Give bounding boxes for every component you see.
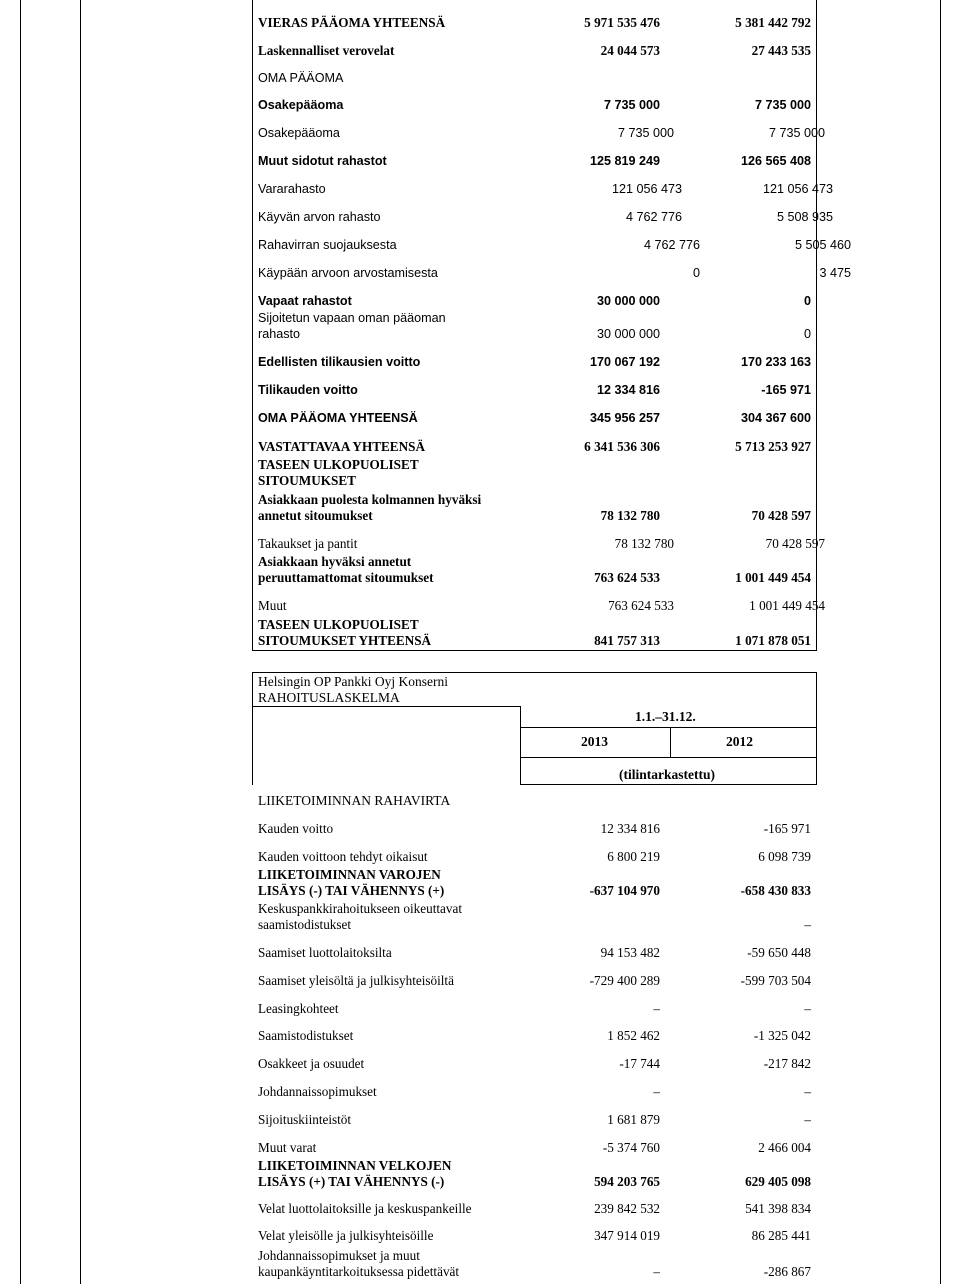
value-2013: 30 000 000 bbox=[596, 293, 660, 308]
row-label bbox=[258, 1228, 558, 1244]
value-2013: 170 067 192 bbox=[589, 354, 660, 369]
value-2012: -165 971 bbox=[761, 382, 811, 397]
value-2012: 1 071 878 051 bbox=[735, 632, 811, 648]
value-2013: 4 762 776 bbox=[643, 237, 700, 252]
value-2012: 0 bbox=[803, 326, 811, 341]
row-label-line: Edellisten tilikausien voitto bbox=[258, 354, 421, 369]
value-2012: 1 001 449 454 bbox=[749, 597, 825, 613]
balance-row bbox=[258, 275, 814, 309]
row-label-line: SITOUMUKSET bbox=[258, 472, 356, 488]
row-label-line: OMA PÄÄOMA bbox=[258, 70, 344, 85]
value-2013: 841 757 313 bbox=[594, 632, 660, 648]
row-label bbox=[258, 849, 558, 865]
value-2013: 24 044 573 bbox=[600, 42, 660, 58]
balance-table-bottom bbox=[252, 650, 817, 651]
value-2012: -1 325 042 bbox=[753, 1027, 811, 1043]
row-label-line: TASEEN ULKOPUOLISET bbox=[258, 457, 419, 472]
row-label bbox=[258, 867, 558, 898]
value-2012: 5 508 935 bbox=[776, 209, 833, 224]
value-2012: -165 971 bbox=[763, 820, 811, 836]
cashflow-row bbox=[258, 1209, 814, 1243]
row-label-line: Leasingkohteet bbox=[258, 1000, 339, 1016]
value-2012: 3 475 bbox=[819, 265, 851, 280]
value-2012: 6 098 739 bbox=[758, 848, 811, 864]
value-2013: 345 956 257 bbox=[589, 410, 660, 425]
row-label-line: Asiakkaan puolesta kolmannen hyväksi bbox=[258, 492, 482, 507]
value-2012: -599 703 504 bbox=[740, 972, 811, 988]
row-label-line: Osakepääoma bbox=[258, 125, 340, 140]
value-2012: 5 505 460 bbox=[794, 237, 851, 252]
row-label-line: annetut sitoumukset bbox=[258, 507, 373, 523]
value-2013: 5 971 535 476 bbox=[584, 14, 660, 30]
value-2012: 2 466 004 bbox=[758, 1139, 811, 1155]
value-2012: -59 650 448 bbox=[747, 944, 811, 960]
row-label-line: Laskennalliset verovelat bbox=[258, 42, 395, 58]
row-label-line: Velat luottolaitoksille ja keskuspankeille bbox=[258, 1200, 472, 1216]
title-underline bbox=[252, 706, 520, 707]
row-label-line: Rahavirran suojauksesta bbox=[258, 237, 397, 252]
value-2013: -729 400 289 bbox=[589, 972, 660, 988]
row-label bbox=[258, 598, 558, 614]
value-2013: 763 624 533 bbox=[608, 597, 674, 613]
audited-label: (tilintarkastettu) bbox=[619, 767, 715, 782]
value-2012: 304 367 600 bbox=[740, 410, 811, 425]
row-label-line: Johdannaissopimukset ja muut bbox=[258, 1248, 420, 1263]
value-2013: 78 132 780 bbox=[614, 535, 674, 551]
balance-row bbox=[258, 517, 828, 551]
value-2012: 170 233 163 bbox=[740, 354, 811, 369]
value-2012: 629 405 098 bbox=[745, 1173, 811, 1189]
value-2013: 0 bbox=[692, 265, 700, 280]
value-2013: 4 762 776 bbox=[625, 209, 682, 224]
row-label-line: Muut varat bbox=[258, 1139, 317, 1155]
value-2013: 6 800 219 bbox=[607, 848, 660, 864]
balance-table-right bbox=[816, 0, 817, 651]
row-label-line: Saamiset yleisöltä ja julkisyhteisöiltä bbox=[258, 972, 454, 988]
page-margin-rule bbox=[80, 0, 81, 1284]
value-2013: 1 681 879 bbox=[607, 1111, 660, 1127]
row-label-line: Velat yleisölle ja julkisyhteisöille bbox=[258, 1227, 434, 1243]
value-2013: 1 852 462 bbox=[607, 1027, 660, 1043]
value-2013: – bbox=[653, 1000, 660, 1016]
value-2012: -286 867 bbox=[763, 1263, 811, 1279]
balance-row bbox=[258, 454, 814, 488]
balance-row bbox=[258, 420, 814, 454]
row-label-line: Sijoituskiinteistöt bbox=[258, 1111, 352, 1127]
row-label-line: Muut sidotut rahastot bbox=[258, 153, 387, 168]
value-2012: 5 713 253 927 bbox=[735, 438, 811, 454]
value-2012: – bbox=[804, 1083, 811, 1099]
row-label-line: LIIKETOIMINNAN VELKOJEN bbox=[258, 1158, 452, 1173]
value-2013: -17 744 bbox=[619, 1055, 660, 1071]
value-2013: 30 000 000 bbox=[596, 326, 660, 341]
value-2012: -658 430 833 bbox=[740, 882, 811, 898]
row-label-line: Vapaat rahastot bbox=[258, 293, 352, 308]
cashflow-header-right bbox=[816, 672, 817, 785]
year-2012: 2012 bbox=[726, 734, 753, 749]
value-2012: 7 735 000 bbox=[768, 125, 825, 140]
row-label bbox=[258, 617, 558, 648]
value-2012: 86 285 441 bbox=[751, 1227, 811, 1243]
row-label-line: Saamiset luottolaitoksilta bbox=[258, 944, 392, 960]
row-label-line: LISÄYS (+) TAI VÄHENNYS (-) bbox=[258, 1173, 445, 1189]
value-2013: 121 056 473 bbox=[611, 181, 682, 196]
row-label bbox=[258, 536, 558, 552]
year-row-bottom bbox=[520, 757, 817, 758]
row-label-line: OMA PÄÄOMA YHTEENSÄ bbox=[258, 410, 418, 425]
balance-row bbox=[258, 579, 828, 613]
value-2012: 541 398 834 bbox=[745, 1200, 811, 1216]
row-label-line: Kauden voittoon tehdyt oikaisut bbox=[258, 848, 428, 864]
cashflow-row bbox=[258, 1121, 814, 1155]
value-2012: – bbox=[804, 1000, 811, 1016]
row-label-line: TASEEN ULKOPUOLISET bbox=[258, 617, 419, 632]
cashflow-header-bottom bbox=[520, 784, 817, 785]
cashflow-row bbox=[258, 864, 814, 898]
value-2013: -5 374 760 bbox=[602, 1139, 660, 1155]
value-2013: 94 153 482 bbox=[600, 944, 660, 960]
value-2013: 7 735 000 bbox=[617, 125, 674, 140]
value-2012: – bbox=[804, 916, 811, 932]
row-label-line: rahasto bbox=[258, 326, 301, 341]
value-2012: 0 bbox=[803, 293, 811, 308]
row-label bbox=[258, 439, 558, 455]
value-2013: 347 914 019 bbox=[594, 1227, 660, 1243]
value-2012: 126 565 408 bbox=[740, 153, 811, 168]
row-label-line: Kauden voitto bbox=[258, 820, 334, 836]
page-border-left bbox=[20, 0, 21, 1284]
cashflow-header-left bbox=[252, 672, 253, 785]
value-2013: – bbox=[653, 1083, 660, 1099]
row-label-line: Osakepääoma bbox=[258, 97, 344, 112]
period-cell-left bbox=[520, 706, 521, 785]
row-label-line: VASTATTAVAA YHTEENSÄ bbox=[258, 438, 425, 454]
value-2012: -217 842 bbox=[763, 1055, 811, 1071]
row-label-line: Takaukset ja pantit bbox=[258, 535, 358, 551]
row-label-line: Osakkeet ja osuudet bbox=[258, 1055, 365, 1071]
value-2013: – bbox=[653, 1263, 660, 1279]
value-2013: 7 735 000 bbox=[603, 97, 660, 112]
row-label-line: peruuttamattomat sitoumukset bbox=[258, 569, 434, 585]
row-label-line: Johdannaissopimukset bbox=[258, 1083, 377, 1099]
value-2013: 594 203 765 bbox=[594, 1173, 660, 1189]
company-name: Helsingin OP Pankki Oyj Konserni bbox=[258, 674, 448, 689]
balance-row bbox=[258, 614, 814, 648]
value-2012: 121 056 473 bbox=[762, 181, 833, 196]
value-2013: 12 334 816 bbox=[600, 820, 660, 836]
row-label-line: Asiakkaan hyväksi annetut bbox=[258, 554, 412, 569]
row-label-line: Saamistodistukset bbox=[258, 1027, 354, 1043]
row-label-line: kaupankäyntitarkoituksessa pidettävät bbox=[258, 1263, 460, 1279]
row-label-line: saamistodistukset bbox=[258, 916, 352, 932]
value-2013: -637 104 970 bbox=[589, 882, 660, 898]
value-2013: 78 132 780 bbox=[600, 507, 660, 523]
period-cell-bottom bbox=[520, 727, 817, 728]
row-label-line: Käypään arvoon arvostamisesta bbox=[258, 265, 438, 280]
year-2013: 2013 bbox=[581, 734, 608, 749]
value-2013: 239 842 532 bbox=[594, 1200, 660, 1216]
period-label: 1.1.–31.12. bbox=[635, 709, 696, 724]
value-2012: 5 381 442 792 bbox=[735, 14, 811, 30]
value-2013: 763 624 533 bbox=[594, 569, 660, 585]
row-label-line: Vararahasto bbox=[258, 181, 326, 196]
row-label-line: Muut bbox=[258, 597, 287, 613]
value-2013: 6 341 536 306 bbox=[584, 438, 660, 454]
balance-table-left bbox=[252, 0, 253, 651]
statement-title: RAHOITUSLASKELMA bbox=[258, 690, 400, 705]
value-2012: 70 428 597 bbox=[751, 507, 811, 523]
value-2012: 70 428 597 bbox=[765, 535, 825, 551]
page-border-right bbox=[940, 0, 941, 1284]
row-label-line: SITOUMUKSET YHTEENSÄ bbox=[258, 632, 432, 648]
row-label-line: VIERAS PÄÄOMA YHTEENSÄ bbox=[258, 14, 446, 30]
row-label-line: Tilikauden voitto bbox=[258, 382, 358, 397]
row-label bbox=[258, 1140, 558, 1156]
row-label bbox=[258, 457, 558, 488]
cashflow-row bbox=[258, 830, 814, 864]
cashflow-header-top bbox=[252, 672, 817, 673]
value-2012: 1 001 449 454 bbox=[735, 569, 811, 585]
value-2013: 125 819 249 bbox=[589, 153, 660, 168]
row-label-line: LIIKETOIMINNAN VAROJEN bbox=[258, 867, 441, 882]
cashflow-row bbox=[258, 1245, 814, 1279]
row-label-line: Sijoitetun vapaan oman pääoman bbox=[258, 311, 446, 325]
row-label bbox=[258, 294, 558, 310]
value-2013: 12 334 816 bbox=[596, 382, 660, 397]
row-label-line: Keskuspankkirahoitukseen oikeuttavat bbox=[258, 901, 462, 916]
row-label-line: LISÄYS (-) TAI VÄHENNYS (+) bbox=[258, 882, 445, 898]
row-label bbox=[258, 1248, 558, 1279]
value-2012: – bbox=[804, 1111, 811, 1127]
year-divider bbox=[670, 727, 671, 757]
section-heading: LIIKETOIMINNAN RAHAVIRTA bbox=[258, 793, 451, 808]
value-2012: 27 443 535 bbox=[751, 42, 811, 58]
value-2012: 7 735 000 bbox=[754, 97, 811, 112]
row-label-line: Käyvän arvon rahasto bbox=[258, 209, 381, 224]
